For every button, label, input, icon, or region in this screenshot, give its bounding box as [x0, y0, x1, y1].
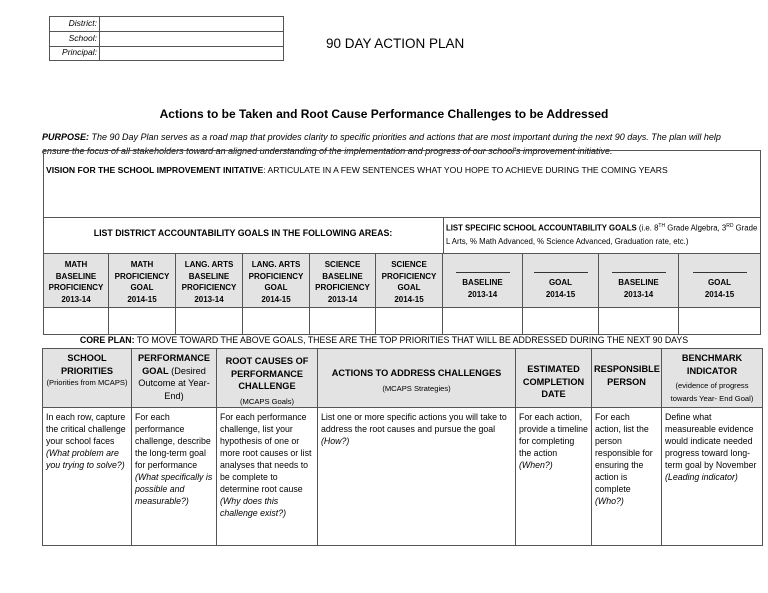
core-column-header: ROOT CAUSES OF PERFORMANCE CHALLENGE (MCAPS Goals) — [217, 349, 318, 408]
district-goals-title: LIST DISTRICT ACCOUNTABILITY GOALS IN THE FOLLOWING AREAS: — [93, 228, 393, 238]
goal-value-cell[interactable] — [376, 308, 443, 335]
goal-value-cell[interactable] — [599, 308, 679, 335]
core-column-header: ACTIONS TO ADDRESS CHALLENGES (MCAPS Strategies) — [318, 349, 516, 408]
school-goals-title: LIST SPECIFIC SCHOOL ACCOUNTABILITY GOALS (i.e. 8TH Grade Algebra, 3RD Grade L Arts, % Math Advanced, % Science Advanced, Graduation rate, etc.) — [446, 223, 758, 246]
core-instruction-cell[interactable]: For each action, provide a timeline for completing the action (When?) — [516, 408, 592, 545]
goal-column-header: GOAL 2014-15 — [679, 253, 761, 308]
goal-value-cell[interactable] — [243, 308, 310, 335]
goal-column-header: SCIENCE PROFICIENCY GOAL 2014-15 — [376, 253, 443, 308]
core-column-header: RESPONSIBLE PERSON — [592, 349, 662, 408]
blank-line — [693, 272, 747, 273]
core-column-header: BENCHMARK INDICATOR (evidence of progress towards Year- End Goal) — [662, 349, 762, 408]
goal-column-header: MATH BASELINE PROFICIENCY 2013-14 — [43, 253, 109, 308]
school-label: School: — [68, 33, 97, 43]
core-instruction-cell[interactable]: For each action, list the person responsible for ensuring the action is complete (Who?) — [592, 408, 662, 545]
goal-value-cell[interactable] — [43, 308, 109, 335]
core-instruction-cell[interactable]: In each row, capture the critical challenge your school faces (What problem are you trying to solve?) — [43, 408, 132, 545]
principal-label: Principal: — [62, 47, 97, 57]
goal-column-header: BASELINE 2013-14 — [443, 253, 523, 308]
subtitle: Actions to be Taken and Root Cause Performance Challenges to be Addressed — [159, 107, 609, 121]
vision-heading: VISION FOR THE SCHOOL IMPROVEMENT INITATIVE: ARTICULATE IN A FEW SENTENCES WHAT YOU HOPE TO ACHIEVE DURING THE COMING YEARS — [46, 165, 668, 175]
core-column-header: ESTIMATED COMPLETION DATE — [516, 349, 592, 408]
blank-line — [456, 272, 510, 273]
vision-input[interactable] — [44, 151, 760, 217]
goal-value-cell[interactable] — [109, 308, 176, 335]
school-info-box — [49, 16, 284, 61]
goal-column-header: MATH PROFICIENCY GOAL 2014-15 — [109, 253, 176, 308]
core-instruction-cell[interactable]: For each performance challenge, list your hypothesis of one or more root causes or list analyses that needs to be complete to determine root cause (Why does this challenge exist?) — [217, 408, 318, 545]
core-column-header: PERFORMANCE GOAL (Desired Outcome at Year-End) — [132, 349, 217, 408]
goal-column-header: LANG. ARTS BASELINE PROFICIENCY 2013-14 — [176, 253, 243, 308]
core-instruction-cell[interactable]: Define what measureable evidence would indicate needed progress toward long-term goal by November (Leading indicator) — [665, 412, 757, 482]
district-label: District: — [68, 18, 97, 28]
goal-column-header: SCIENCE BASELINE PROFICIENCY 2013-14 — [310, 253, 376, 308]
goal-column-header: GOAL 2014-15 — [523, 253, 599, 308]
goal-value-cell[interactable] — [310, 308, 376, 335]
goal-column-header: BASELINE 2013-14 — [599, 253, 679, 308]
core-instruction-cell[interactable]: For each performance challenge, describe the long-term goal for performance (What specifically is possible and measurable?) — [132, 408, 217, 545]
page-title: 90 DAY ACTION PLAN — [326, 36, 465, 51]
goal-value-cell[interactable] — [443, 308, 523, 335]
core-column-header: SCHOOL PRIORITIES (Priorities from MCAPS) — [43, 349, 132, 408]
goal-value-cell[interactable] — [523, 308, 599, 335]
purpose-text: PURPOSE: The 90 Day Plan serves as a road map that provides clarity to specific priorities and actions that are most important during the next 90 days. The plan will help ensure the focus of all stakeholders toward an aligned understanding of the implementation and progress of our school's improvement initiative. — [42, 132, 721, 156]
blank-line — [612, 272, 666, 273]
goal-value-cell[interactable] — [176, 308, 243, 335]
core-plan-heading: CORE PLAN: TO MOVE TOWARD THE ABOVE GOALS, THESE ARE THE TOP PRIORITIES THAT WILL BE ADDRESSED DURING THE NEXT 90 DAYS — [79, 335, 689, 345]
core-instruction-cell[interactable]: List one or more specific actions you will take to address the root causes and pursue the goal (How?) — [318, 408, 516, 545]
goal-column-header: LANG. ARTS PROFICIENCY GOAL 2014-15 — [243, 253, 310, 308]
goal-value-cell[interactable] — [679, 308, 761, 335]
blank-line — [534, 272, 588, 273]
purpose-label: PURPOSE: — [42, 132, 90, 142]
district-field[interactable] — [101, 17, 283, 31]
school-field[interactable] — [101, 32, 283, 46]
principal-field[interactable] — [101, 47, 283, 60]
